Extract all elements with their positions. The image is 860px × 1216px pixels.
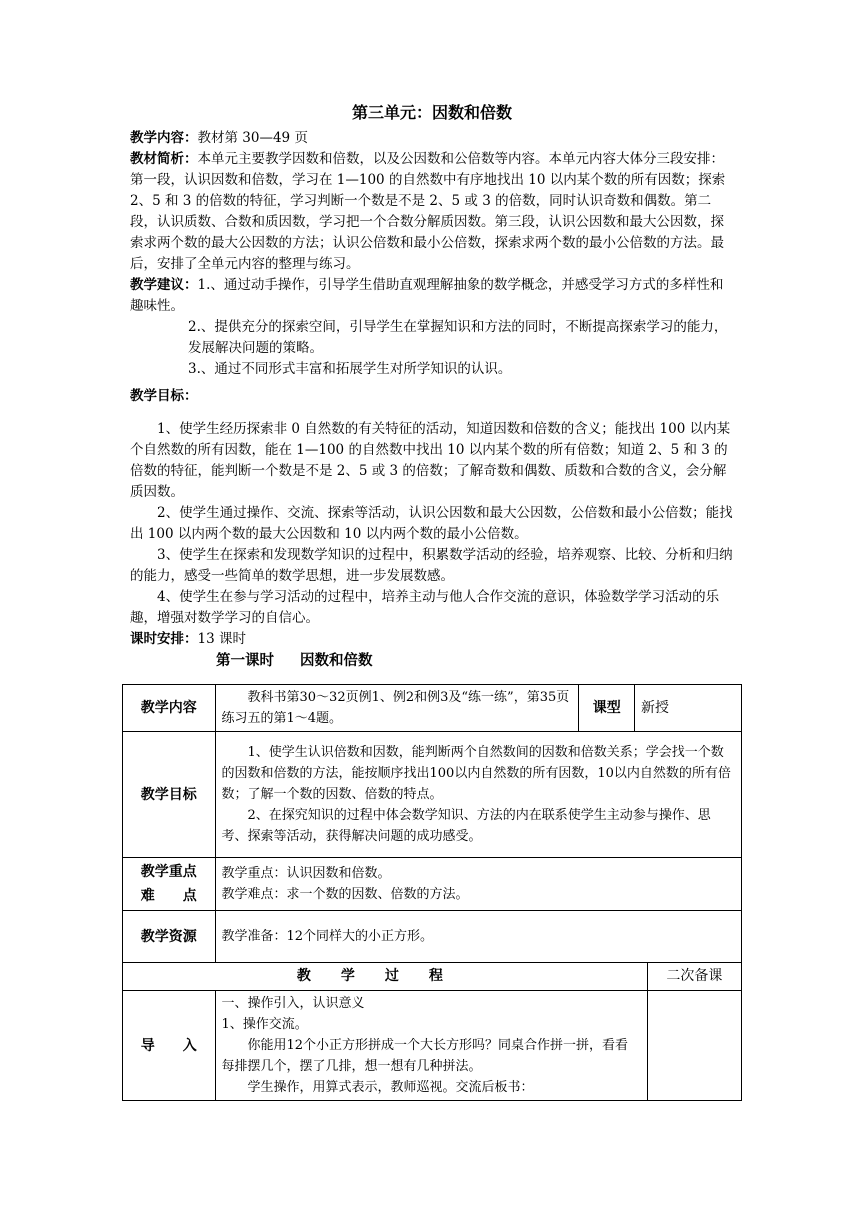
table-row: [123, 911, 742, 963]
table-row: [123, 991, 742, 1101]
goal-item-1: 1、使学生认识倍数和因数，能判断两个自然数间的因数和倍数关系；学会找一个数的因数和倍数的方法，能按顺序找出100以内自然数的所有因数，10以内自然数的所有倍数；了解一个数的因数、倍数的特点。: [221, 745, 731, 802]
difficult-point: 教学难点：求一个数的因数、倍数的方法。: [221, 887, 469, 902]
teaching-content-label: 教学内容：: [130, 130, 198, 146]
goal-cell: [215, 732, 742, 858]
teaching-suggestion-3: 3.、通过不同形式丰富和拓展学生对所学知识的认识。: [188, 361, 512, 377]
resource-text: 教学准备：12个同样大的小正方形。: [215, 911, 742, 963]
teaching-suggestion-2: 2.、提供充分的探索空间，引导学生在掌握知识和方法的同时，不断提高探索学习的能力，发展解决问题的策略。: [188, 319, 728, 356]
table-row: [123, 685, 742, 732]
second-prep-label: 二次备课: [647, 963, 741, 991]
material-analysis-label: 教材简析：: [130, 151, 198, 167]
class-schedule-label: 课时安排：: [130, 631, 198, 647]
teaching-suggestion-label: 教学建议：: [130, 277, 198, 293]
key-difficult-label: [123, 858, 216, 911]
lesson-plan-table: [122, 684, 742, 1101]
material-analysis: [130, 149, 734, 275]
lesson-type-value: 新授: [635, 685, 742, 732]
table-row: [123, 963, 742, 991]
goal-label: 教学目标: [123, 732, 216, 858]
teaching-content: [130, 128, 734, 149]
process-label: 教学过程: [123, 963, 648, 991]
teaching-goal-4: 4、使学生在参与学习活动的过程中，培养主动与他人合作交流的意识，体验数学学习活动的乐趣，增强对数学学习的自信心。: [130, 589, 720, 626]
difficult-label: 难 点: [140, 888, 197, 904]
teaching-goals-label: 教学目标：: [130, 388, 198, 404]
teaching-suggestion-1: 教学建议：1.、通过动手操作，引导学生借助直观理解抽象的数学概念，并感受学习方式的多样性和趣味性。: [130, 277, 724, 314]
lesson-name: 因数和倍数: [300, 653, 373, 669]
teaching-goal-1: 1、使学生经历探索非 0 自然数的有关特征的活动，知道因数和倍数的含义；能找出 100 以内某个自然数的所有因数，能在 1—100 的自然数中找出 10 以内某个数的所有倍数；知道 2、5 和 3 的倍数的特征，能判断一个数是不是 2、5 或 3 的倍数；了解奇数和偶数、质数和合数的含义，会分解质因数。: [130, 421, 731, 500]
resource-label: 教学资源: [123, 911, 216, 963]
teaching-goal-2: 2、使学生通过操作、交流、探索等活动，认识公因数和最大公因数，公倍数和最小公倍数；能找出 100 以内两个数的最大公因数和 10 以内两个数的最小公倍数。: [130, 505, 733, 542]
table-row: [123, 732, 742, 858]
key-point: 教学重点：认识因数和倍数。: [221, 866, 391, 881]
intro-cell: [215, 991, 647, 1101]
intro-line-2: 1、操作交流。: [221, 1017, 308, 1032]
intro-line-4: 学生操作，用算式表示，教师巡视。交流后板书：: [247, 1080, 534, 1095]
lesson-number: 第一课时: [216, 653, 274, 669]
second-prep-cell: [647, 991, 741, 1101]
document-page: [130, 100, 734, 671]
content-text: 教科书第30～32页例1、例2和例3及“练一练”，第35页练习五的第1～4题。: [215, 685, 579, 732]
lesson-type-label: 课型: [579, 685, 635, 732]
material-analysis-text: 本单元主要教学因数和倍数，以及公因数和公倍数等内容。本单元内容大体分三段安排：第一段，认识因数和倍数，学习在 1—100 的自然数中有序地找出 10 以内某个数的所有因数；探索 2、5 和 3 的倍数的特征，学习判断一个数是不是 2、5 或 3 的倍数，同时认识奇数和偶数。第二段，认识质数、合数和质因数，学习把一个合数分解质因数。第三段，认识公因数和最大公因数，探索求两个数的最大公因数的方法；认识公倍数和最小公倍数，探索求两个数的最小公倍数的方法。最后，安排了全单元内容的整理与练习。: [130, 151, 726, 272]
unit-title: 第三单元：因数和倍数: [351, 103, 512, 122]
key-label: 教学重点: [140, 864, 197, 880]
content-label: 教学内容: [123, 685, 216, 732]
lesson-title: [130, 651, 734, 671]
intro-line-3: 你能用12个小正方形拼成一个大长方形吗？同桌合作拼一拼，看看每排摆几个，摆了几排，想一想有几种拼法。: [221, 1038, 629, 1074]
intro-label: 导 入: [123, 991, 216, 1101]
teaching-content-text: 教材第 30—49 页: [197, 130, 308, 146]
key-difficult-cell: [215, 858, 742, 911]
class-schedule-text: 13 课时: [197, 631, 246, 647]
intro-line-1: 一、操作引入，认识意义: [221, 996, 365, 1011]
class-schedule: [130, 629, 734, 650]
table-row: [123, 858, 742, 911]
teaching-goal-3: 3、使学生在探索和发现数学知识的过程中，积累数学活动的经验，培养观察、比较、分析和归纳的能力，感受一些简单的数学思想，进一步发展数感。: [130, 547, 733, 584]
goal-item-2: 2、在探究知识的过程中体会数学知识、方法的内在联系使学生主动参与操作、思考、探索等活动，获得解决问题的成功感受。: [221, 808, 711, 844]
